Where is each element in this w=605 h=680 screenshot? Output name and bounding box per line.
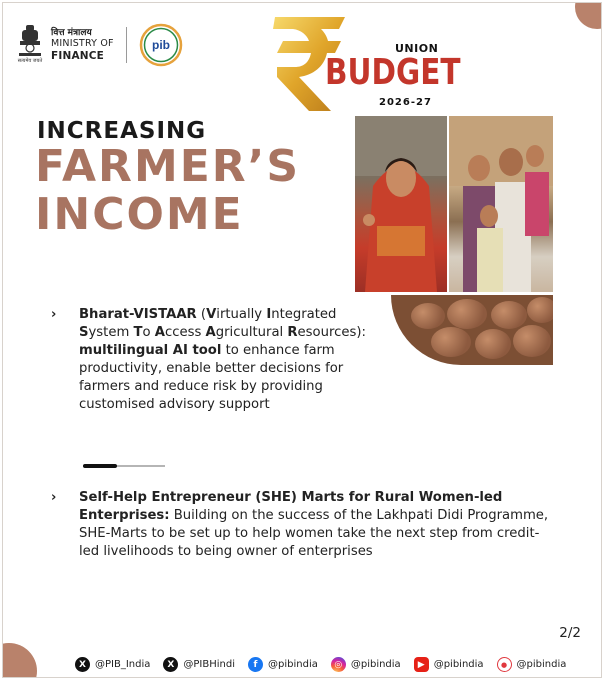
title-line1: INCREASING [37,118,207,144]
ministry-name-line1: MINISTRY OF [51,37,114,49]
social-link-pibhindi-1[interactable] [163,657,235,672]
social-handle: @pibindia [433,659,484,670]
header-separator [126,27,127,63]
social-link-pibindia-4[interactable] [414,657,484,672]
social-link-pibindia-3[interactable] [331,657,401,672]
social-handle: @PIBHindi [183,659,235,670]
poster-frame [2,2,602,678]
bullet-text-segment: Building on the success of the Lakhpati Didi Programme, SHE-Marts to be set up to help women take the next step from credit-led livelihoods to being owner of enterprises [79,508,549,559]
bullet-text-segment: to enhance farm productivity, enable better decisions for farmers and reduce risk by providing customised advisory support [79,343,344,412]
social-link-pib_india-0[interactable] [75,657,150,672]
bullet-text-segment: V [206,307,217,322]
chevron-right-icon: › [51,307,57,322]
chevron-right-icon: › [51,490,57,505]
potatoes-photo [391,295,553,365]
bullet-text-segment: ystem [88,325,134,340]
bullet-text-segment: multilingual AI tool [79,343,222,358]
x-icon: X [163,657,178,672]
bullet-text-segment: ntegrated [271,307,337,322]
budget-word: BUDGET [325,52,461,93]
farmer-family-photo [449,116,553,292]
pib-logo [139,23,183,67]
x-icon: X [75,657,90,672]
emblem-caption: सत्यमेव जयते [17,58,43,64]
bullet-text-segment: gricultural [215,325,288,340]
budget-union-label: UNION [395,42,439,55]
corner-decoration-top-right [575,2,602,29]
bullet-text-segment: I [266,307,272,322]
ministry-name-line2: FINANCE [51,49,105,62]
page-indicator: 2/2 [559,625,581,641]
bullet-text-segment: o [142,325,155,340]
bullet-text-segment: S [79,325,89,340]
bullet-text-segment: Self-Help Entrepreneur (SHE) Marts for Rural Women-led Enterprises: [79,490,503,523]
social-handle: @pibindia [268,659,318,670]
bullet-text-segment: ( [196,307,207,322]
bullet-text-segment: Bharat-VISTAAR [79,307,197,322]
bullet-she-marts-text [79,489,549,561]
national-emblem-logo [15,23,45,67]
union-budget-logo [265,11,465,117]
bullet-text-segment: ccess [164,325,206,340]
social-handle: @pibindia [516,659,567,670]
corner-decoration-bottom-left [2,643,37,678]
budget-year: 2026-27 [379,97,432,108]
koo-icon: ● [497,657,512,672]
ministry-name-hindi: वित्त मंत्रालय [51,28,92,39]
farmer-woman-photo [355,116,447,292]
bullet-text-segment: A [154,325,165,340]
title-line2: FARMER’S INCOME [35,141,301,240]
youtube-icon: ▶ [414,657,429,672]
bullet-text-segment: esources): [297,325,366,340]
instagram-icon: ◎ [331,657,346,672]
bullet-text-segment: T [133,325,143,340]
social-link-pibindia-5[interactable] [497,657,567,672]
bullet-bharat-vistaar-text [79,306,379,414]
bullet-text-segment: irtually [216,307,267,322]
lion-capital-icon [17,23,43,57]
ministry-name [51,28,114,61]
facebook-icon: f [248,657,263,672]
social-link-pibindia-2[interactable] [248,657,318,672]
social-footer [75,657,579,672]
social-handle: @PIB_India [95,659,151,670]
bullet-text-segment: R [287,325,298,340]
social-handle: @pibindia [350,659,401,670]
header [15,17,183,73]
section-divider [83,465,165,467]
pib-logo-text: pib [151,38,170,52]
bullet-text-segment: A [205,325,216,340]
